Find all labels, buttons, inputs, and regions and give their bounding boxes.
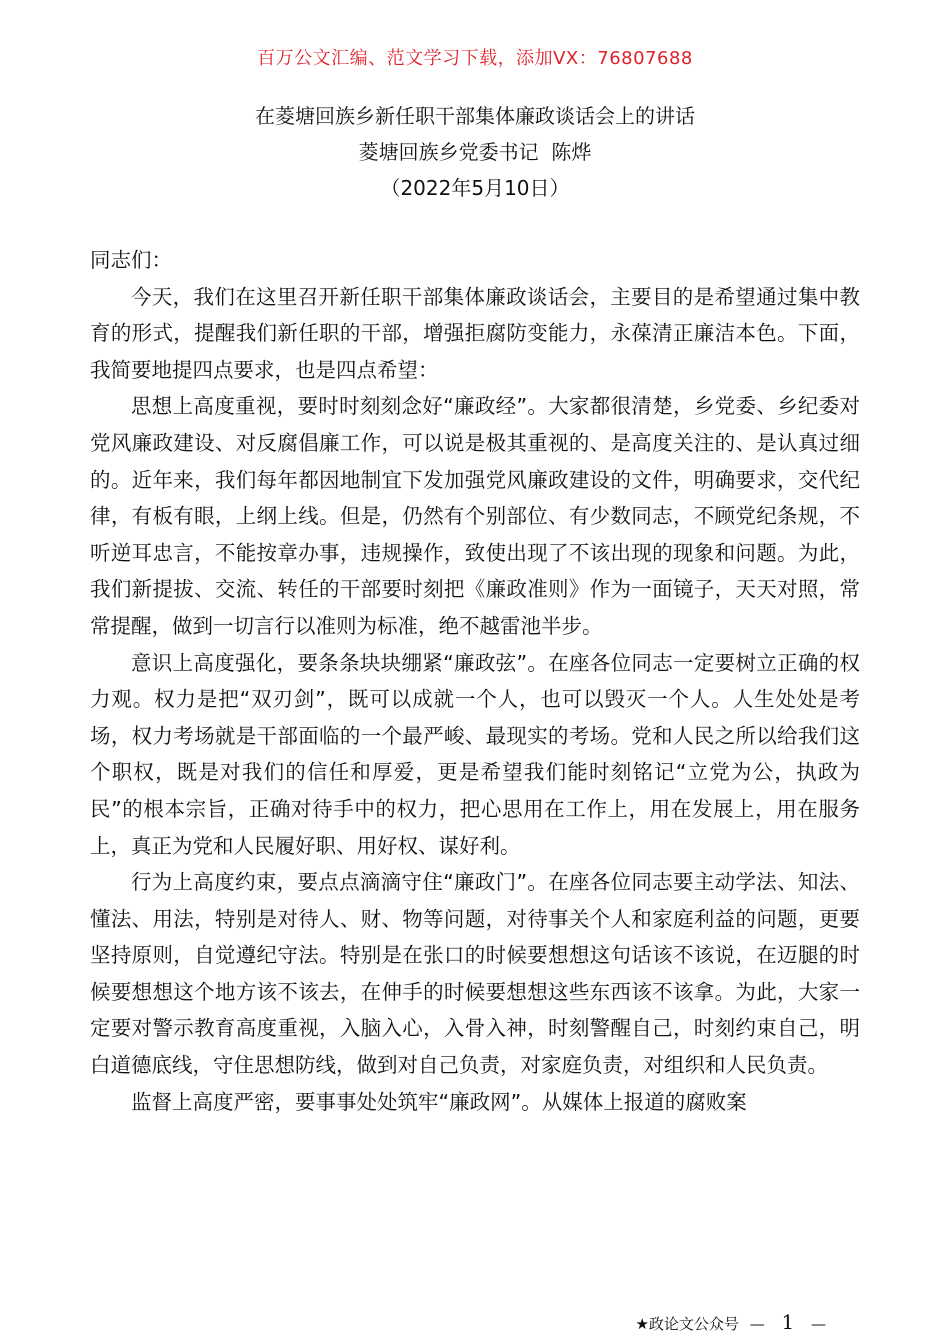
footer-dash-left: — [749,1315,765,1333]
watermark-header: 百万公文汇编、范文学习下载，添加VX：76807688 [257,48,693,69]
paragraph-point-3: 行为上高度约束，要点点滴滴守住“廉政门”。在座各位同志要主动学法、知法、懂法、用法，特别是对待人、财、物等问题，对待事关个人和家庭利益的问题，更要坚持原则，自觉遵纪守法。特别是在张口的时候要想想这句话该不该说，在迈腿的时候要想想这个地方该不该去，在伸手的时候要想想这些东西该不该拿。为此，大家一定要对警示教育高度重视，入脑入心，入骨入神，时刻警醒自己，时刻约束自己，明白道德底线，守住思想防线，做到对自己负责，对家庭负责，对组织和人民负责。 [90,870,860,1078]
paragraph-point-2: 意识上高度强化，要条条块块绷紧“廉政弦”。在座各位同志一定要树立正确的权力观。权力是把“双刃剑”，既可以成就一个人，也可以毁灭一个人。人生处处是考场，权力考场就是干部面临的一个最严峻、最现实的考场。党和人民之所以给我们这个职权，既是对我们的信任和厚爱，更是希望我们能时刻铭记“立党为公，执政为民”的根本宗旨，正确对待手中的权力，把心思用在工作上，用在发展上，用在服务上，真正为党和人民履好职、用好权、谋好利。 [90,650,860,858]
footer-dash-right: — [811,1315,826,1333]
speech-date: （2022年5月10日） [380,176,570,200]
greeting: 同志们： [90,248,172,272]
page-number: 1 [781,1310,795,1334]
footer-source: ★政论文公众号 [635,1315,739,1333]
paragraph-point-4: 监督上高度严密，要事事处处筑牢“廉政网”。从媒体上报道的腐败案 [131,1089,747,1114]
document-heading [0,98,950,206]
paragraph-point-1: 思想上高度重视，要时时刻刻念好“廉政经”。大家都很清楚，乡党委、乡纪委对党风廉政建设、对反腐倡廉工作，可以说是极其重视的、是高度关注的、是认真过细的。近年来，我们每年都因地制宜下发加强党风廉政建设的文件，明确要求，交代纪律，有板有眼，上纲上线。但是，仍然有个别部位、有少数同志，不顾党纪条规，不听逆耳忠言，不能按章办事，违规操作，致使出现了不该出现的现象和问题。为此，我们新提拔、交流、转任的干部要时刻把《廉政准则》作为一面镜子，天天对照，常常提醒，做到一切言行以准则为标准，绝不越雷池半步。 [90,394,860,638]
speaker-line: 菱塘回族乡党委书记 陈烨 [358,140,592,164]
page-footer [635,1310,832,1334]
document-body [90,242,860,1120]
document-title: 在菱塘回族乡新任职干部集体廉政谈话会上的讲话 [255,104,695,128]
paragraph-intro: 今天，我们在这里召开新任职干部集体廉政谈话会，主要目的是希望通过集中教育的形式，提醒我们新任职的干部，增强拒腐防变能力，永葆清正廉洁本色。下面，我简要地提四点要求，也是四点希望： [90,284,860,382]
